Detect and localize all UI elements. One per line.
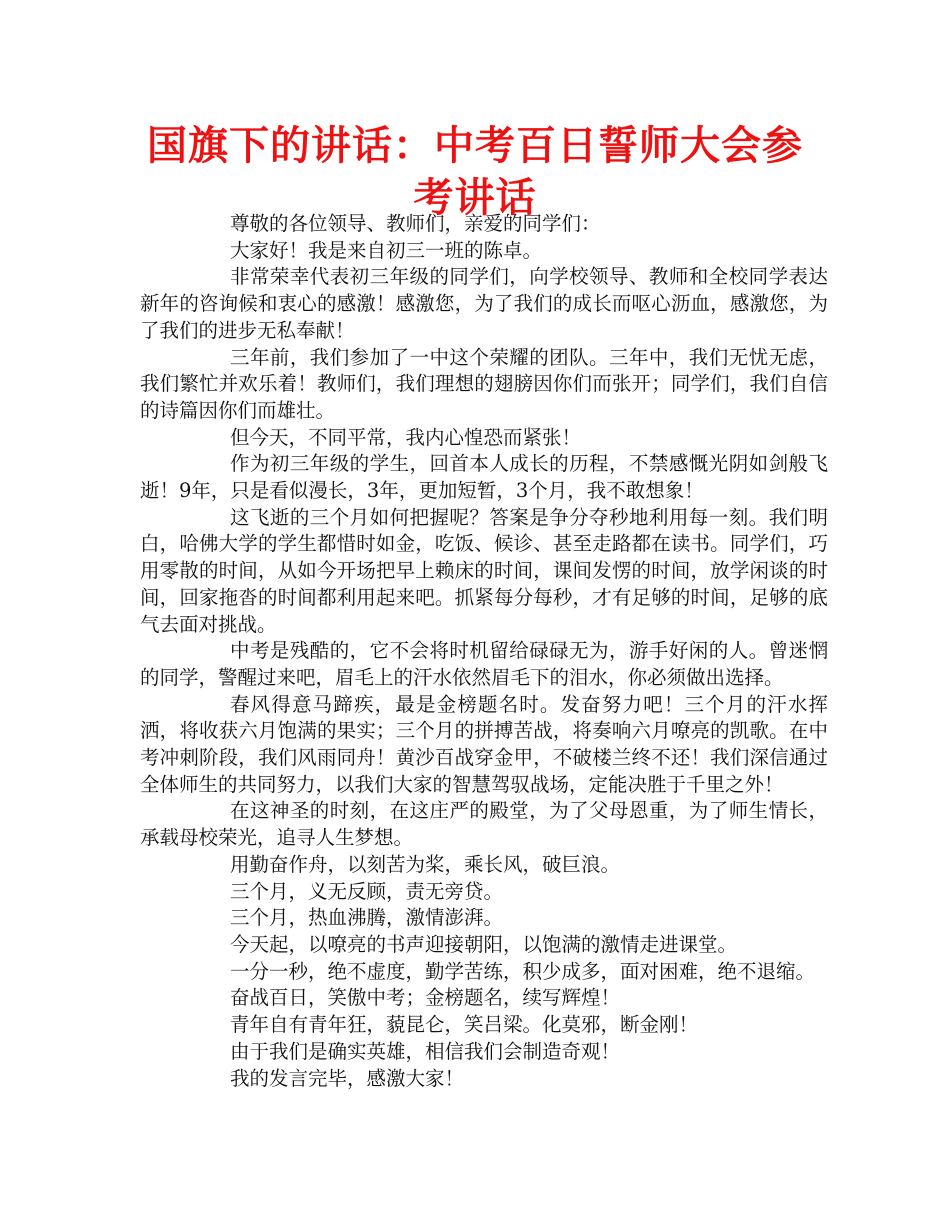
body-paragraph: 春风得意马蹄疾，最是金榜题名时。发奋努力吧！三个月的汗水挥洒，将收获六月饱满的果实；三个月的拼搏苦战，将奏响六月嘹亮的凯歌。在中考冲刺阶段，我们风雨同舟！黄沙百战穿金甲，不破楼兰终不还！我们深信通过全体师生的共同努力，以我们大家的智慧驾驭战场，定能决胜于千里之外！ xyxy=(140,692,828,796)
body-paragraph: 中考是残酷的，它不会将时机留给碌碌无为，游手好闲的人。曾迷惘的同学，警醒过来吧，眉毛上的汗水依然眉毛下的泪水，你必须做出选择。 xyxy=(140,639,828,689)
body-paragraph: 三年前，我们参加了一中这个荣耀的团队。三年中，我们无忧无虑，我们繁忙并欢乐着！教师们，我们理想的翅膀因你们而张开；同学们，我们自信的诗篇因你们而雄壮。 xyxy=(140,345,828,422)
body-paragraph: 这飞逝的三个月如何把握呢？答案是争分夺秒地利用每一刻。我们明白，哈佛大学的学生都惜时如金，吃饭、候诊、甚至走路都在读书。同学们，巧用零散的时间，从如今开场把早上赖床的时间，课间发愣的时间，放学闲谈的时间，回家拖沓的时间都利用起来吧。抓紧每分每秒，才有足够的时间，足够的底气去面对挑战。 xyxy=(140,505,828,636)
body-paragraph: 用勤奋作舟，以刻苦为桨，乘长风，破巨浪。 xyxy=(230,852,621,876)
body-paragraph: 三个月，义无反顾，责无旁贷。 xyxy=(230,879,504,903)
document-title: 国旗下的讲话：中考百日誓师大会参考讲话 xyxy=(147,123,803,221)
body-paragraph: 作为初三年级的学生，回首本人成长的历程，不禁感慨光阴如剑般飞逝！9年，只是看似漫长，3年，更加短暂，3个月，我不敢想象！ xyxy=(140,452,828,503)
salutation-paragraph: 尊敬的各位领导、教师们，亲爱的同学们： xyxy=(230,212,601,235)
greeting-paragraph: 大家好！我是来自初三一班的陈卓。 xyxy=(230,238,543,262)
body-paragraph: 三个月，热血沸腾，激情澎湃。 xyxy=(230,906,504,930)
body-paragraph: 青年自有青年狂，藐昆仑，笑吕梁。化莫邪，断金刚！ xyxy=(230,1013,699,1037)
body-paragraph: 今天起，以嘹亮的书声迎接朝阳，以饱满的激情走进课堂。 xyxy=(230,932,738,956)
document-body xyxy=(140,211,828,1092)
body-paragraph: 在这神圣的时刻，在这庄严的殿堂，为了父母恩重，为了师生情长，承载母校荣光，追寻人生梦想。 xyxy=(140,799,828,850)
body-paragraph: 但今天，不同平常，我内心惶恐而紧张！ xyxy=(230,425,582,449)
closing-paragraph: 我的发言完毕，感激大家！ xyxy=(230,1066,465,1090)
body-paragraph: 一分一秒，绝不虚度，勤学苦练，积少成多，面对困难，绝不退缩。 xyxy=(230,959,816,983)
body-paragraph: 由于我们是确实英雄，相信我们会制造奇观！ xyxy=(230,1039,621,1063)
body-paragraph: 非常荣幸代表初三年级的同学们，向学校领导、教师和全校同学表达新年的咨询候和衷心的感激！感激您，为了我们的成长而呕心沥血，感激您，为了我们的进步无私奉献！ xyxy=(140,265,828,342)
body-paragraph: 奋战百日，笑傲中考；金榜题名，续写辉煌！ xyxy=(230,986,621,1010)
